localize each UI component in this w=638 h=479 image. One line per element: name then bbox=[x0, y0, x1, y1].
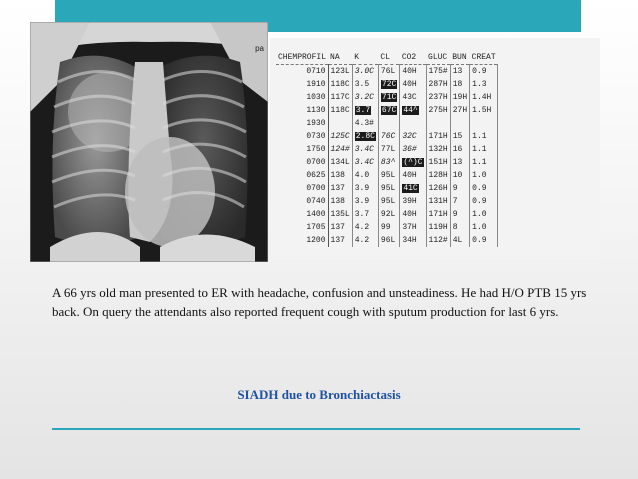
value-cell bbox=[470, 91, 498, 104]
cell-text: 137 bbox=[330, 184, 345, 193]
value-cell bbox=[328, 221, 352, 234]
cell-text: (^)C bbox=[403, 158, 423, 167]
cell-text: 1.0 bbox=[472, 171, 487, 180]
cell-text: 3.9 bbox=[354, 197, 370, 206]
table-row bbox=[276, 234, 498, 247]
value-cell bbox=[328, 208, 352, 221]
time-cell bbox=[276, 156, 328, 169]
value-cell bbox=[352, 182, 378, 195]
value-cell bbox=[328, 195, 352, 208]
cell-text: 119H bbox=[428, 223, 448, 232]
value-cell bbox=[352, 117, 378, 130]
value-cell bbox=[352, 156, 378, 169]
table-row bbox=[276, 169, 498, 182]
cell-text: 118C bbox=[330, 106, 350, 115]
cell-text: 9 bbox=[452, 184, 458, 193]
cell-text: 124# bbox=[330, 145, 350, 154]
col-header-bun: BUN bbox=[450, 50, 469, 65]
cell-text: 0700 bbox=[306, 158, 326, 167]
cell-text: 10 bbox=[452, 171, 463, 180]
time-cell bbox=[276, 182, 328, 195]
value-cell bbox=[378, 182, 399, 195]
cell-text: 0710 bbox=[306, 67, 326, 76]
value-cell bbox=[328, 234, 352, 247]
time-cell bbox=[276, 143, 328, 156]
cell-text: 92L bbox=[380, 210, 396, 219]
col-header-co2: CO2 bbox=[400, 50, 426, 65]
value-cell bbox=[352, 195, 378, 208]
value-cell bbox=[352, 78, 378, 91]
value-cell bbox=[470, 143, 498, 156]
cell-text: 3.9 bbox=[354, 184, 370, 193]
cell-text: 1.0 bbox=[472, 210, 487, 219]
cell-text: 0730 bbox=[306, 132, 326, 141]
cell-text: 72C bbox=[381, 80, 397, 89]
value-cell bbox=[426, 104, 450, 117]
cell-text: 1.3 bbox=[472, 80, 487, 89]
case-description: A 66 yrs old man presented to ER with headache, confusion and unsteadiness. He had H/O PTB 15 yrs back. On query the attendants also reported frequent cough with sputum production for last 6 yrs. bbox=[52, 285, 587, 319]
value-cell bbox=[450, 91, 469, 104]
cell-text: 117C bbox=[330, 93, 350, 102]
table-row bbox=[276, 117, 498, 130]
cell-text: 237H bbox=[428, 93, 448, 102]
col-header-k: K bbox=[352, 50, 378, 65]
value-cell bbox=[450, 130, 469, 143]
lab-results-table-image bbox=[270, 38, 600, 260]
cell-text: 8 bbox=[452, 223, 458, 232]
value-cell bbox=[400, 208, 426, 221]
cell-text: 0.9 bbox=[472, 184, 487, 193]
cell-text: 34H bbox=[402, 236, 417, 245]
value-cell bbox=[400, 221, 426, 234]
cell-text: 1705 bbox=[306, 223, 326, 232]
value-cell bbox=[426, 156, 450, 169]
cell-text: 3.4C bbox=[354, 145, 374, 154]
value-cell bbox=[400, 143, 426, 156]
time-cell bbox=[276, 78, 328, 91]
value-cell bbox=[470, 195, 498, 208]
table-row bbox=[276, 195, 498, 208]
time-cell bbox=[276, 130, 328, 143]
xray-marker-label: pa bbox=[255, 44, 264, 53]
cell-text: 15 bbox=[452, 132, 463, 141]
value-cell bbox=[470, 182, 498, 195]
value-cell bbox=[426, 195, 450, 208]
cell-text: 44^ bbox=[403, 106, 418, 115]
cell-text: 1030 bbox=[306, 93, 326, 102]
cell-text: 3.5 bbox=[354, 80, 370, 89]
value-cell bbox=[328, 78, 352, 91]
col-header-na: NA bbox=[328, 50, 352, 65]
value-cell bbox=[352, 130, 378, 143]
value-cell bbox=[378, 91, 399, 104]
cell-text: 137 bbox=[330, 223, 345, 232]
time-cell bbox=[276, 234, 328, 247]
cell-text: 41C bbox=[403, 184, 418, 193]
value-cell bbox=[328, 117, 352, 130]
cell-text: 27H bbox=[452, 106, 468, 115]
cell-text: 18 bbox=[452, 80, 463, 89]
cell-text: 1400 bbox=[306, 210, 326, 219]
value-cell bbox=[450, 221, 469, 234]
value-cell bbox=[328, 156, 352, 169]
cell-text: 37H bbox=[402, 223, 417, 232]
cell-text: 13 bbox=[452, 67, 463, 76]
chemistry-profile-table bbox=[276, 50, 498, 247]
value-cell bbox=[426, 208, 450, 221]
col-header-creat: CREAT bbox=[470, 50, 498, 65]
value-cell bbox=[378, 65, 399, 79]
cell-text: 132H bbox=[428, 145, 448, 154]
cell-text: 275H bbox=[428, 106, 448, 115]
cell-text: 1130 bbox=[306, 106, 326, 115]
value-cell bbox=[450, 195, 469, 208]
cell-text: 71C bbox=[381, 93, 397, 102]
cell-text: 4.2 bbox=[354, 236, 370, 245]
cell-text: 126H bbox=[428, 184, 448, 193]
cell-text: 95L bbox=[380, 171, 396, 180]
value-cell bbox=[450, 182, 469, 195]
value-cell bbox=[450, 143, 469, 156]
value-cell bbox=[400, 65, 426, 79]
table-header-row bbox=[276, 50, 498, 65]
value-cell bbox=[450, 65, 469, 79]
value-cell bbox=[352, 208, 378, 221]
value-cell bbox=[400, 156, 426, 169]
cell-text: 134L bbox=[330, 158, 350, 167]
time-cell bbox=[276, 104, 328, 117]
col-header-chemprofil: CHEMPROFIL bbox=[276, 50, 328, 65]
cell-text: 0740 bbox=[306, 197, 326, 206]
faint-header-strip bbox=[325, 8, 331, 17]
table-row bbox=[276, 130, 498, 143]
value-cell bbox=[426, 65, 450, 79]
value-cell bbox=[470, 130, 498, 143]
cell-text: 1.0 bbox=[472, 223, 487, 232]
table-row bbox=[276, 221, 498, 234]
value-cell bbox=[400, 195, 426, 208]
cell-text: 19H bbox=[452, 93, 468, 102]
diagnosis-caption: SIADH due to Bronchiactasis bbox=[237, 387, 401, 402]
value-cell bbox=[352, 143, 378, 156]
cell-text: 76C bbox=[380, 132, 396, 141]
cell-text: 40H bbox=[402, 210, 417, 219]
cell-text: 128H bbox=[428, 171, 448, 180]
value-cell bbox=[378, 104, 399, 117]
value-cell bbox=[328, 143, 352, 156]
value-cell bbox=[470, 169, 498, 182]
cell-text: 0.9 bbox=[472, 197, 487, 206]
time-cell bbox=[276, 221, 328, 234]
cell-text: 9 bbox=[452, 210, 458, 219]
value-cell bbox=[400, 182, 426, 195]
time-cell bbox=[276, 208, 328, 221]
value-cell bbox=[426, 221, 450, 234]
cell-text: 1750 bbox=[306, 145, 326, 154]
value-cell bbox=[426, 169, 450, 182]
time-cell bbox=[276, 91, 328, 104]
cell-text: 3.0C bbox=[354, 67, 374, 76]
cell-text: 138 bbox=[330, 171, 345, 180]
value-cell bbox=[378, 156, 399, 169]
value-cell bbox=[328, 65, 352, 79]
value-cell bbox=[352, 169, 378, 182]
cell-text: 0700 bbox=[306, 184, 326, 193]
cell-text: 135L bbox=[330, 210, 350, 219]
cell-text: 1200 bbox=[306, 236, 326, 245]
value-cell bbox=[352, 91, 378, 104]
value-cell bbox=[400, 130, 426, 143]
table-row bbox=[276, 143, 498, 156]
value-cell bbox=[426, 91, 450, 104]
lab-corner-fragment bbox=[270, 38, 274, 46]
cell-text: 2.8C bbox=[355, 132, 375, 141]
time-cell bbox=[276, 195, 328, 208]
cell-text: 7 bbox=[452, 197, 458, 206]
value-cell bbox=[400, 234, 426, 247]
value-cell bbox=[426, 78, 450, 91]
cell-text: 39H bbox=[402, 197, 417, 206]
cell-text: 43C bbox=[402, 93, 417, 102]
table-row bbox=[276, 156, 498, 169]
cell-text: 0625 bbox=[306, 171, 326, 180]
value-cell bbox=[328, 130, 352, 143]
value-cell bbox=[378, 221, 399, 234]
cell-text: 96L bbox=[380, 236, 396, 245]
cell-text: 36# bbox=[402, 145, 417, 154]
cell-text: 3.7 bbox=[355, 106, 371, 115]
cell-text: 131H bbox=[428, 197, 448, 206]
chest-xray-image bbox=[30, 22, 268, 262]
value-cell bbox=[400, 104, 426, 117]
cell-text: 3.7 bbox=[354, 210, 370, 219]
cell-text: 138 bbox=[330, 197, 345, 206]
cell-text: 112# bbox=[428, 236, 448, 245]
value-cell bbox=[470, 156, 498, 169]
table-row bbox=[276, 104, 498, 117]
value-cell bbox=[378, 78, 399, 91]
cell-text: 4L bbox=[452, 236, 463, 245]
cell-text: 175# bbox=[428, 67, 448, 76]
value-cell bbox=[470, 117, 498, 130]
value-cell bbox=[450, 117, 469, 130]
value-cell bbox=[450, 208, 469, 221]
time-cell bbox=[276, 65, 328, 79]
value-cell bbox=[450, 169, 469, 182]
cell-text: 16 bbox=[452, 145, 463, 154]
value-cell bbox=[426, 182, 450, 195]
value-cell bbox=[378, 195, 399, 208]
value-cell bbox=[378, 169, 399, 182]
value-cell bbox=[378, 130, 399, 143]
cell-text: 0.9 bbox=[472, 67, 487, 76]
cell-text: 4.2 bbox=[354, 223, 370, 232]
value-cell bbox=[400, 169, 426, 182]
value-cell bbox=[426, 143, 450, 156]
value-cell bbox=[470, 234, 498, 247]
cell-text: 95L bbox=[380, 184, 396, 193]
value-cell bbox=[378, 234, 399, 247]
cell-text: 99 bbox=[380, 223, 391, 232]
value-cell bbox=[450, 234, 469, 247]
cell-text: 125C bbox=[330, 132, 350, 141]
value-cell bbox=[450, 78, 469, 91]
col-header-gluc: GLUC bbox=[426, 50, 450, 65]
value-cell bbox=[352, 65, 378, 79]
value-cell bbox=[378, 143, 399, 156]
cell-text: 287H bbox=[428, 80, 448, 89]
value-cell bbox=[328, 182, 352, 195]
value-cell bbox=[400, 117, 426, 130]
table-row bbox=[276, 182, 498, 195]
value-cell bbox=[426, 130, 450, 143]
value-cell bbox=[352, 104, 378, 117]
value-cell bbox=[378, 117, 399, 130]
cell-text: 151H bbox=[428, 158, 448, 167]
value-cell bbox=[426, 117, 450, 130]
value-cell bbox=[450, 156, 469, 169]
cell-text: 40H bbox=[402, 171, 417, 180]
cell-text: 118C bbox=[330, 80, 350, 89]
value-cell bbox=[470, 65, 498, 79]
value-cell bbox=[450, 104, 469, 117]
cell-text: 4.0 bbox=[354, 171, 370, 180]
table-row bbox=[276, 78, 498, 91]
cell-text: 171H bbox=[428, 132, 448, 141]
cell-text: 40H bbox=[402, 80, 417, 89]
footer-divider-line bbox=[52, 428, 580, 430]
cell-text: 1.1 bbox=[472, 132, 487, 141]
cell-text: 76L bbox=[380, 67, 396, 76]
time-cell bbox=[276, 117, 328, 130]
cell-text: 171H bbox=[428, 210, 448, 219]
value-cell bbox=[400, 91, 426, 104]
cell-text: 32C bbox=[402, 132, 417, 141]
value-cell bbox=[470, 208, 498, 221]
value-cell bbox=[426, 234, 450, 247]
cell-text: 4.3# bbox=[354, 119, 374, 128]
cell-text: 13 bbox=[452, 158, 463, 167]
value-cell bbox=[328, 91, 352, 104]
value-cell bbox=[470, 221, 498, 234]
value-cell bbox=[378, 208, 399, 221]
value-cell bbox=[470, 104, 498, 117]
cell-text: 83^ bbox=[380, 158, 396, 167]
col-header-cl: CL bbox=[378, 50, 399, 65]
cell-text: 67C bbox=[381, 106, 397, 115]
cell-text: 137 bbox=[330, 236, 345, 245]
cell-text: 1.4H bbox=[472, 93, 492, 102]
table-row bbox=[276, 65, 498, 79]
cell-text: 40H bbox=[402, 67, 417, 76]
cell-text: 0.9 bbox=[472, 236, 487, 245]
table-row bbox=[276, 91, 498, 104]
cell-text: 3.4C bbox=[354, 158, 374, 167]
cell-text: 3.2C bbox=[354, 93, 374, 102]
cell-text: 123L bbox=[330, 67, 350, 76]
cell-text: 77L bbox=[380, 145, 396, 154]
value-cell bbox=[352, 221, 378, 234]
value-cell bbox=[328, 169, 352, 182]
cell-text: 1.1 bbox=[472, 145, 487, 154]
value-cell bbox=[352, 234, 378, 247]
cell-text: 95L bbox=[380, 197, 396, 206]
cell-text: 1910 bbox=[306, 80, 326, 89]
value-cell bbox=[328, 104, 352, 117]
time-cell bbox=[276, 169, 328, 182]
cell-text: 1.5H bbox=[472, 106, 492, 115]
table-row bbox=[276, 208, 498, 221]
value-cell bbox=[400, 78, 426, 91]
cell-text: 1.1 bbox=[472, 158, 487, 167]
cell-text: 1930 bbox=[306, 119, 326, 128]
value-cell bbox=[470, 78, 498, 91]
